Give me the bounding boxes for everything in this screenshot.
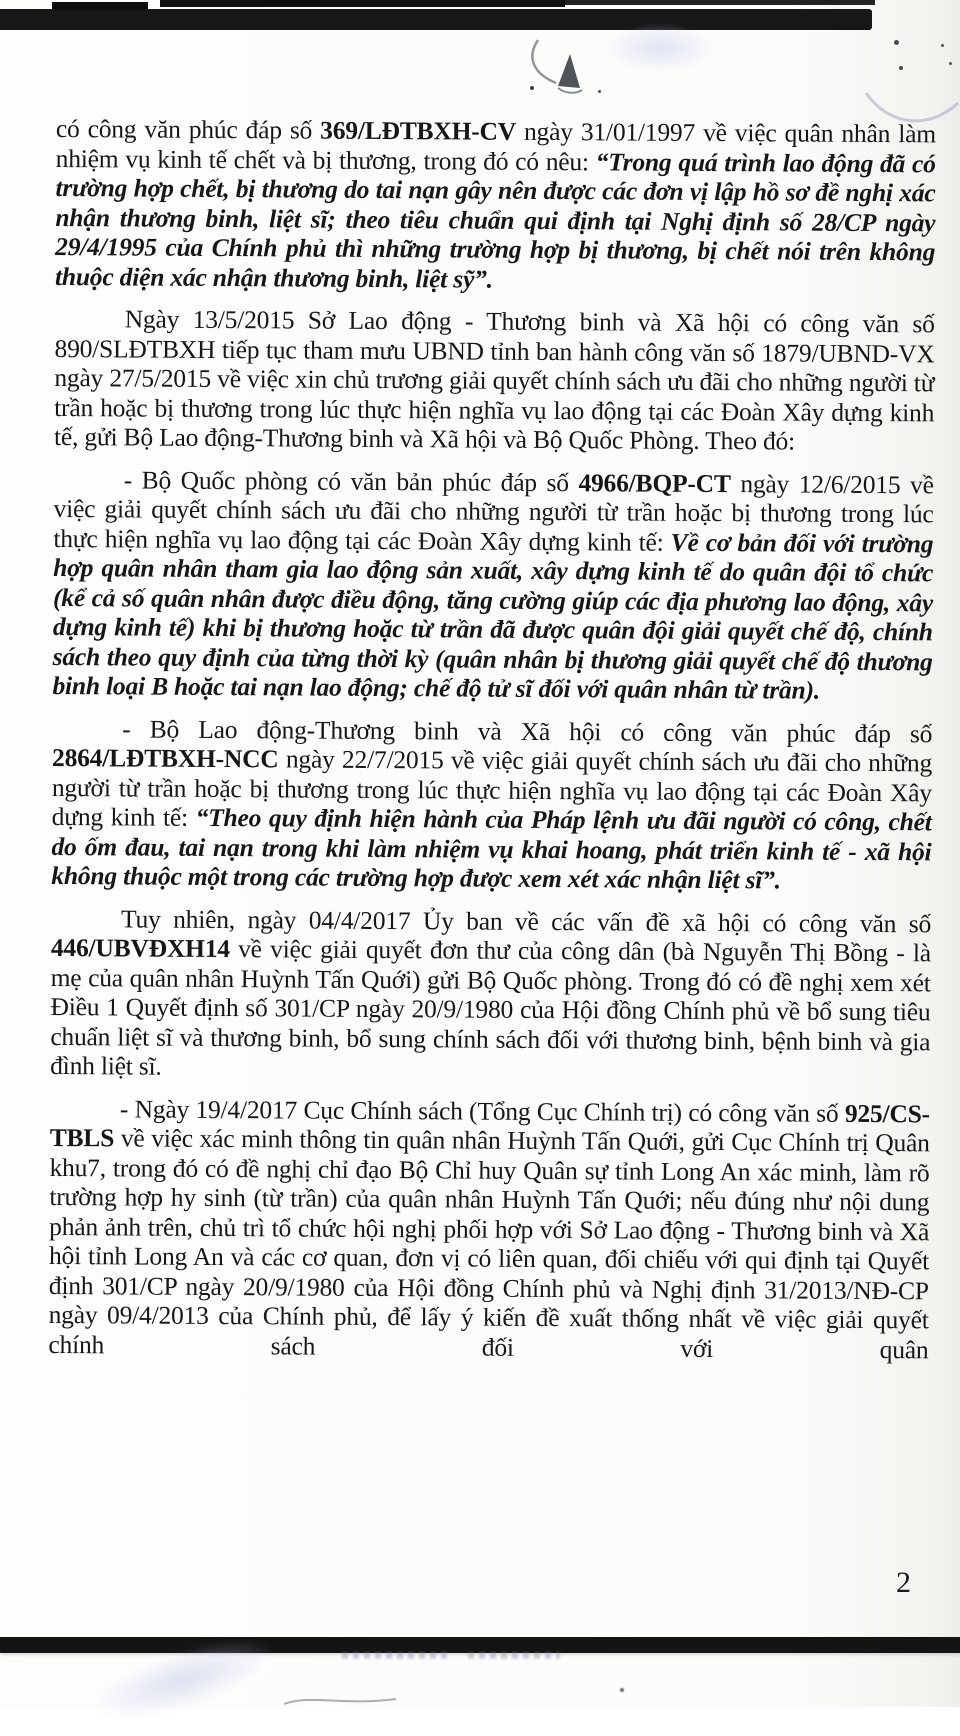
scan-artifact-top-bar <box>0 9 872 30</box>
text-segment: ngày 31/01/1997 về việc quân nhân làm nhiệm vụ kinh tế chết và bị thương, trong đó có nêu: <box>55 116 936 176</box>
bleed-through-text <box>342 1652 447 1659</box>
paragraph <box>50 903 931 1085</box>
ink-speck <box>620 1688 624 1692</box>
ink-speck <box>949 62 952 65</box>
ink-speck <box>598 90 601 93</box>
ink-speck <box>899 66 903 70</box>
paragraph <box>55 114 936 296</box>
text-segment: về việc giải quyết đơn thư của công dân (bà Nguyễn Thị Bồng - là mẹ của quân nhân Huỳnh Tấn Quới) gửi Bộ Quốc phòng. Trong đó có đề nghị xem xét Điều 1 Quyết định số 301/CP ngày 20/9/1980 của Hội đồng Chính phủ về bổ sung tiêu chuẩn liệt sĩ và thương binh, bổ sung chính sách đối với thương binh, bệnh binh và gia đình liệt sĩ. <box>50 934 931 1081</box>
pen-mark-icon <box>508 36 628 106</box>
paragraph <box>52 464 933 705</box>
ink-speck <box>894 40 899 45</box>
text-segment: 2864/LĐTBXH-NCC <box>51 742 279 774</box>
scan-artifact-top-segment <box>160 0 565 7</box>
text-segment: - Bộ Lao động-Thương binh và Xã hội có công văn phúc đáp số <box>122 713 933 748</box>
text-segment: ngày 22/7/2015 về việc giải quyết chính sách ưu đãi cho những người từ trần hoặc bị thương trong lúc thực hiện nghĩa vụ lao động tại các Đoàn Xây dựng kinh tế: <box>51 744 933 832</box>
text-segment: 925/CS-TBLS <box>49 1098 931 1153</box>
pen-scribble <box>280 1693 400 1707</box>
scan-artifact-top-segment <box>565 0 875 5</box>
ink-speck <box>530 86 534 90</box>
page-number: 2 <box>896 1566 911 1599</box>
text-segment: về việc xác minh thông tin quân nhân Huỳnh Tấn Quới, gửi Cục Chính trị Quân khu7, trong đó có đề nghị chỉ đạo Bộ Chỉ huy Quân sự tỉnh Long An xác minh, làm rõ trường hợp hy sinh (từ trần) của quân nhân Huỳnh Tấn Quới; nếu đúng như nội dung phản ảnh trên, chủ trì tổ chức hội nghị phối hợp với Sở Lao động - Thương binh và Xã hội tỉnh Long An và các cơ quan, đơn vị có liên quan, đối chiếu với qui định tại Quyết định 301/CP ngày 20/9/1980 của Hội đồng Chính phủ và Nghị định 31/2013/NĐ-CP ngày 09/4/2013 của Chính phủ, để lấy ý kiến đề xuất thống nhất về việc giải quyết chính sách đối với quân <box>48 1123 930 1364</box>
text-segment: Ngày 13/5/2015 Sở Lao động - Thương binh và Xã hội có công văn số 890/SLĐTBXH tiếp tục tham mưu UBND tỉnh ban hành công văn số 1879/UBND-VX ngày 27/5/2015 về việc xin chủ trương giải quyết chính sách ưu đãi cho những người từ trần hoặc bị thương trong lúc thực hiện nghĩa vụ lao động tại các Đoàn Xây dựng kinh tế, gửi Bộ Lao động-Thương binh và Xã hội và Bộ Quốc Phòng. Theo đó: <box>53 304 935 456</box>
text-segment: - Ngày 19/4/2017 Cục Chính sách (Tổng Cục Chính trị) có công văn số <box>119 1093 845 1128</box>
text-segment: Tuy nhiên, ngày 04/4/2017 Ủy ban về các vấn đề xã hội có công văn số <box>120 903 932 938</box>
paragraph <box>54 304 935 457</box>
text-segment: - Bộ Quốc phòng có văn bản phúc đáp số <box>123 464 579 497</box>
text-segment: 369/LĐTBXH-CV <box>320 115 517 146</box>
ink-speck <box>941 44 944 47</box>
text-segment: “Trong quá trình lao động đã có trường hợp chết, bị thương do tai nạn gây nên được các đơn vị lập hồ sơ đề nghị xác nhận thương binh, liệt sĩ; theo tiêu chuẩn qui định tại Nghị định số 28/CP ngày 29/4/1995 của Chính phủ thì những trường hợp bị thương, bị chết nói trên không thuộc diện xác nhận thương binh, liệt sỹ”. <box>54 146 936 294</box>
scan-artifact-top-segment <box>52 2 148 10</box>
paragraph <box>48 1093 930 1364</box>
bleed-through-text <box>468 1652 560 1659</box>
scan-artifact-bottom-bar <box>0 1637 960 1653</box>
text-segment: Về cơ bản đối với trường hợp quân nhân tham gia lao động sản xuất, xây dựng kinh tế do quân đội tổ chức (kể cả số quân nhân được điều động, tăng cường giúp các địa phương lao động, xây dựng kinh tế) khi bị thương hoặc từ trần đã được quân đội giải quyết chế độ, chính sách theo quy định của từng thời kỳ (quân nhân bị thương giải quyết chế độ thương binh loại B hoặc tai nạn lao động; chế độ tử sĩ đối với quân nhân từ trần). <box>52 527 934 705</box>
document-body <box>48 114 936 1377</box>
paragraph <box>51 713 932 895</box>
text-segment: có công văn phúc đáp số <box>55 114 321 145</box>
text-segment: 446/UBVĐXH14 <box>50 932 230 964</box>
text-segment: “Theo quy định hiện hành của Pháp lệnh ưu đãi người có công, chết do ốm đau, tai nạn trong khi làm nhiệm vụ khai hoang, phát triển kinh tế - xã hội không thuộc một trong các trường hợp được xem xét xác nhận liệt sĩ”. <box>51 802 932 895</box>
text-segment: 4966/BQP-CT <box>578 467 731 498</box>
text-segment: ngày 12/6/2015 về việc giải quyết chính sách ưu đãi cho những người từ trần hoặc bị thương trong lúc thực hiện nghĩa vụ lao động tại các Đoàn Xây dựng kinh tế: <box>53 468 934 557</box>
